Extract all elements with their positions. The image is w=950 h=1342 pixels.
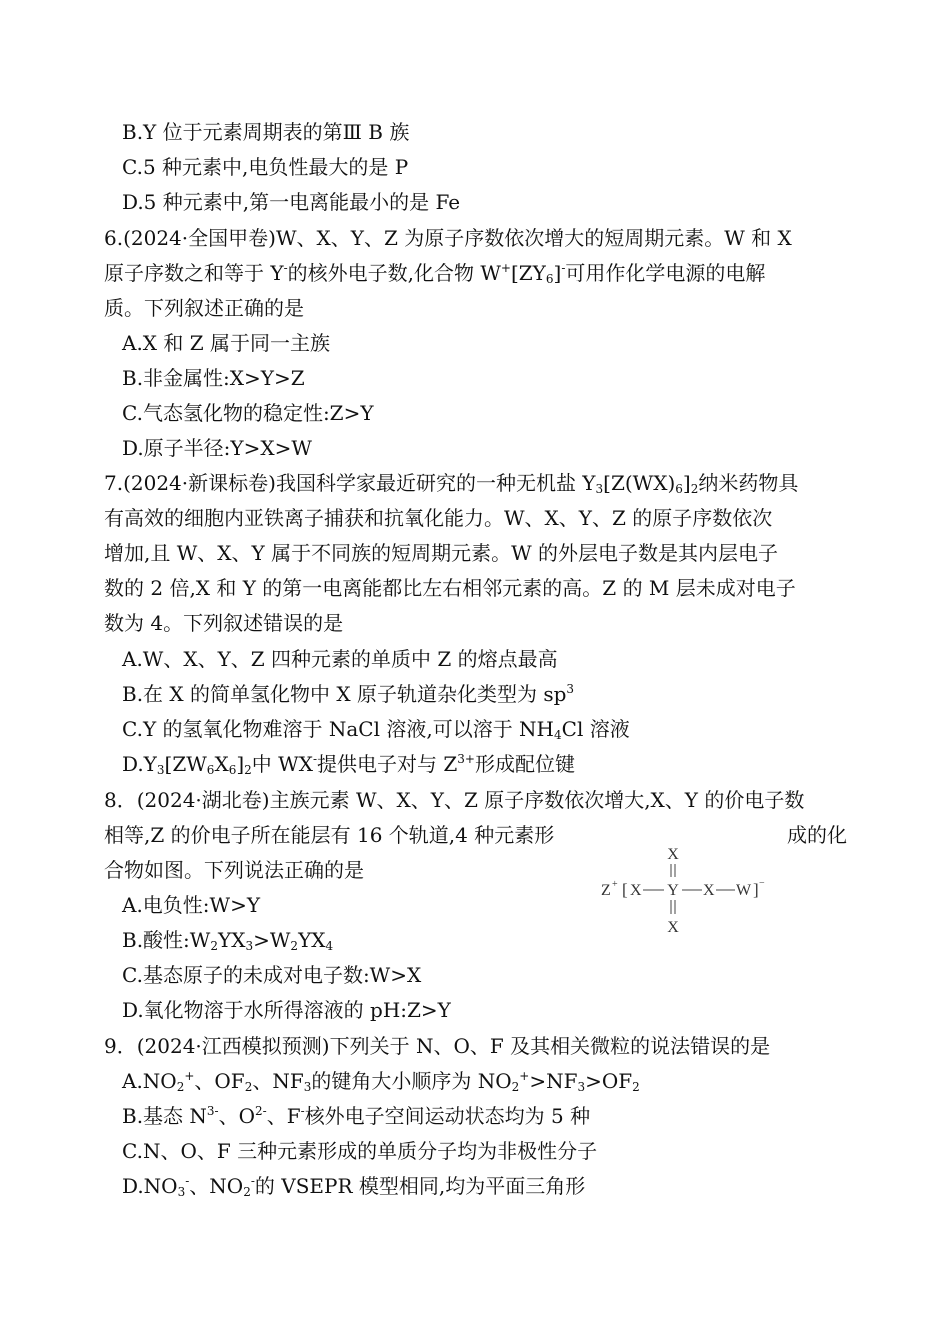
q9-option-b: B.基态 $N^{3-}$、$O^{2-}$、F-核外电子空间运动状态均为 5 种 (122, 1104, 591, 1128)
q5-option-d: D.5 种元素中,第一电离能最小的是 Fe (122, 190, 461, 214)
structure-atom-x-top: X (667, 846, 679, 863)
q8-stem-line3: 合物如图。下列说法正确的是 (104, 858, 364, 882)
q7-option-d: $D.Y_3[ZW_6X_6]_2$中 WX-提供电子对与 $Z^{3+}$形成配位键 (122, 752, 575, 777)
q8-stem-line2: 相等,Z 的价电子所在能层有 16 个轨道,4 种元素形 成的化 (104, 823, 847, 847)
q7-option-b: B.在 X 的简单氢化物中 X 原子轨道杂化类型为 $sp^3$ (122, 682, 575, 706)
q6-stem-line2: 原子序数之和等于 Y-的核外电子数,化合物 $W^+[ZY_6]^-$可用作化学电源的电解 (104, 261, 766, 286)
structure-atom-x-bottom: X (667, 919, 679, 936)
q6-option-d: D.原子半径:Y>X>W (122, 436, 312, 460)
q8-option-d: D.氧化物溶于水所得溶液的 pH:Z>Y (122, 998, 451, 1022)
q7-stem-line3: 增加,且 W、X、Y 属于不同族的短周期元素。W 的外层电子数是其内层电子 (104, 541, 778, 565)
q7-stem-line2: 有高效的细胞内亚铁离子捕获和抗氧化能力。W、X、Y、Z 的原子序数依次 (104, 506, 773, 530)
q6-option-c: C.气态氢化物的稳定性:Z>Y (122, 401, 374, 425)
structure-atom-x-right: X (703, 882, 715, 899)
q7-stem-line4: 数的 2 倍,X 和 Y 的第一电离能都比左右相邻元素的高。Z 的 M 层未成对电子 (104, 576, 796, 600)
structure-bracket-open: [ (622, 880, 628, 899)
q9-option-a: $A.NO_2^+$、$OF_2$、$NF_3$的键角大小顺序为 $NO_2^+>NF_3>OF_2$ (122, 1069, 640, 1094)
q6-option-a: A.X 和 Z 属于同一主族 (122, 331, 331, 355)
q5-option-b: B.Y 位于元素周期表的第Ⅲ B 族 (122, 120, 410, 144)
q8-option-a: A.电负性:W>Y (122, 893, 261, 917)
q9-option-d: $D.NO_3^-$、$NO_2^-$的 VSEPR 模型相同,均为平面三角形 (122, 1174, 586, 1199)
q8-structure-figure (598, 840, 773, 940)
q8-stem-line1: 8．(2024·湖北卷)主族元素 W、X、Y、Z 原子序数依次增大,X、Y 的价电子数 (104, 788, 805, 812)
q7-stem-line1: 7.(2024·新课标卷)我国科学家最近研究的一种无机盐 $Y_3[Z(WX)_6]_2$纳米药物具 (104, 471, 799, 496)
q7-option-a: A.W、X、Y、Z 四种元素的单质中 Z 的熔点最高 (122, 647, 558, 671)
q8-option-c: C.基态原子的未成对电子数:W>X (122, 963, 422, 987)
structure-anion-charge: − (759, 878, 765, 889)
q9-stem-line1: 9．(2024·江西模拟预测)下列关于 N、O、F 及其相关微粒的说法错误的是 (104, 1034, 771, 1058)
q8-option-b: B.酸性$:W_2YX_3>W_2YX_4$ (122, 928, 334, 953)
q5-option-c: C.5 种元素中,电负性最大的是 P (122, 155, 409, 179)
q6-stem-line3: 质。下列叙述正确的是 (104, 296, 304, 320)
structure-atom-x-left: X (630, 882, 642, 899)
structure-cation-z: Z (601, 882, 611, 899)
structure-cation-charge: + (612, 879, 618, 890)
q9-option-c: C.N、O、F 三种元素形成的单质分子均为非极性分子 (122, 1139, 598, 1163)
q6-option-b: B.非金属性:X>Y>Z (122, 366, 305, 390)
structure-bracket-close: ] (753, 880, 759, 899)
structure-atom-w: W (736, 882, 752, 899)
structure-atom-y: Y (667, 882, 679, 899)
q7-option-c: C.Y 的氢氧化物难溶于 NaCl 溶液,可以溶于 $NH_4Cl$ 溶液 (122, 717, 630, 742)
q7-stem-line5: 数为 4。下列叙述错误的是 (104, 611, 344, 635)
q6-stem-line1: 6.(2024·全国甲卷)W、X、Y、Z 为原子序数依次增大的短周期元素。W 和 X (104, 226, 792, 250)
